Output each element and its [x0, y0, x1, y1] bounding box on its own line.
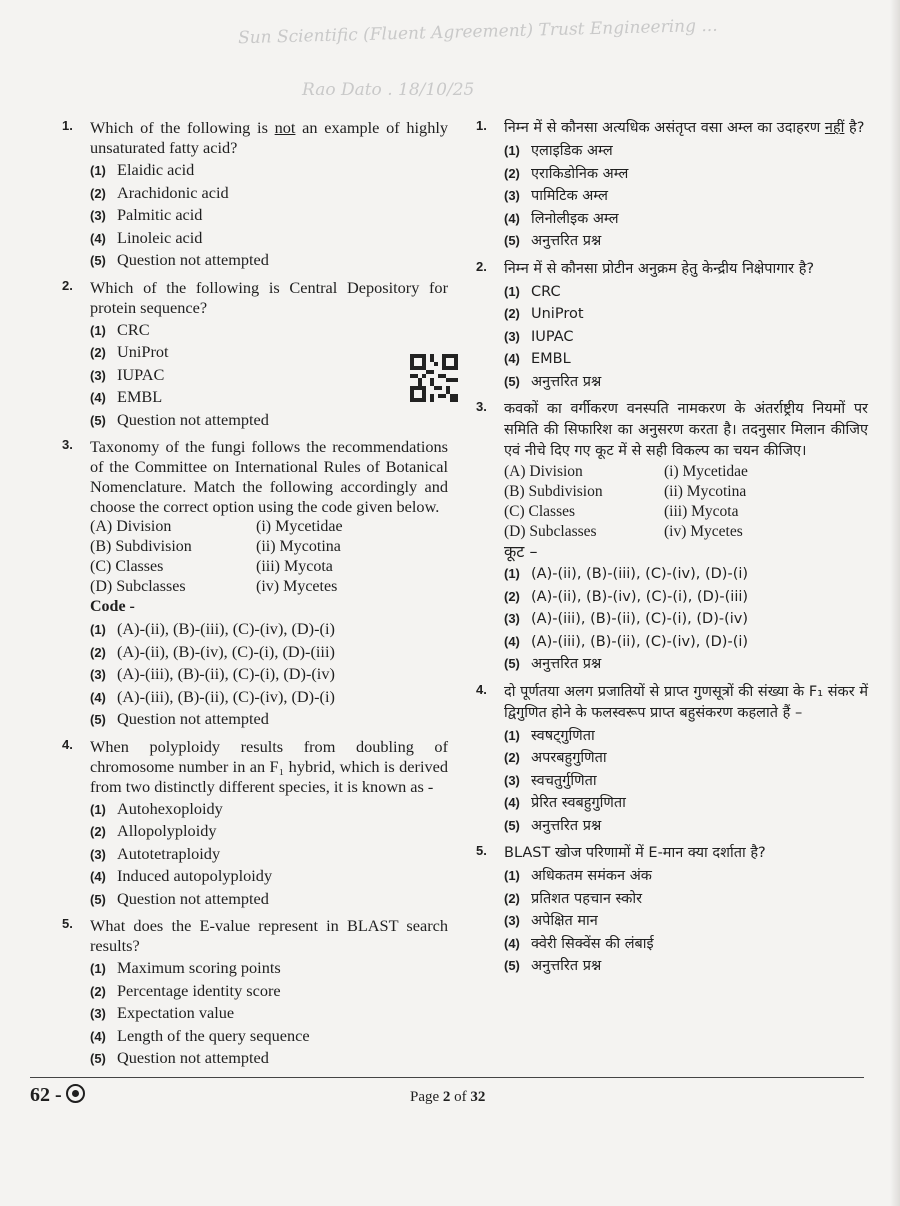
option-list — [504, 865, 868, 978]
option-list — [90, 159, 448, 272]
question-number: 2. — [476, 258, 487, 274]
option: (4) Induced autopolyploidy — [90, 866, 273, 885]
option: (4) प्रेरित स्वबहुगुणिता — [504, 795, 626, 811]
question-3-hi — [476, 399, 868, 676]
option: (2) (A)-(ii), (B)-(iv), (C)-(i), (D)-(iii) — [504, 588, 749, 605]
option: (5) अनुत्तरित प्रश्न — [504, 373, 602, 390]
question-text: दो पूर्णतया अलग प्रजातियों से प्राप्त गुणसूत्रों की संख्या के F₁ संकर में द्विगुणित होने के फलस्वरूप प्राप्त बहुसंकरण कहलाते हैं – — [504, 683, 868, 721]
option-list — [504, 140, 868, 253]
question-number: 5. — [62, 916, 73, 931]
option: (1) (A)-(ii), (B)-(iii), (C)-(iv), (D)-(i) — [90, 619, 335, 638]
option: (2) Allopolyploidy — [90, 821, 217, 840]
option: (1) CRC — [504, 283, 561, 300]
question-text: When polyploidy results from doubling of chromosome number in an F₁ hybrid, which is derived from two distinctly different species, it is known as - — [90, 736, 448, 796]
option: (2) प्रतिशत पहचान स्कोर — [504, 890, 643, 907]
option: (5) अनुत्तरित प्रश्न — [504, 958, 602, 974]
option: (1) स्वषट्गुणिता — [504, 727, 595, 744]
paper-code: 62 - — [30, 1084, 85, 1107]
question-number: 4. — [476, 681, 487, 697]
bullseye-icon — [66, 1084, 85, 1103]
question-number: 1. — [62, 118, 73, 133]
option: (2) UniProt — [90, 342, 169, 361]
option: (3) Palmitic acid — [90, 205, 203, 224]
question-text: BLAST खोज परिणामों में E-मान क्या दर्शाता है? — [504, 845, 766, 861]
option: (5) अनुत्तरित प्रश्न — [504, 817, 602, 834]
question-number: 1. — [476, 118, 487, 133]
option: (3) अपेक्षित मान — [504, 913, 598, 929]
question-text: निम्न में से कौनसा प्रोटीन अनुक्रम हेतु केन्द्रीय निक्षेपागार है? — [504, 260, 815, 277]
question-text: कवकों का वर्गीकरण वनस्पति नामकरण के अंतर्राष्ट्रीय नियमों पर समिति की सिफारिश का अनुसरण करता है। तदनुसार मिलान कीजिए एवं नीचे दिए गए कूट में से सही विकल्प का चयन कीजिए। — [504, 401, 868, 459]
option: (3) स्वचतुर्गुणिता — [504, 772, 597, 789]
question-1-en — [62, 118, 448, 272]
question-text: Which of the following is Central Depository for protein sequence? — [90, 277, 448, 317]
question-2-hi — [476, 259, 868, 394]
option: (2) UniProt — [504, 306, 584, 322]
question-5-en — [62, 916, 448, 1070]
page-indicator: Page 2 of 32 — [410, 1089, 486, 1105]
option: (5) Question not attempted — [90, 709, 269, 728]
option: (1) Autohexoploidy — [90, 798, 223, 818]
option: (2) Percentage identity score — [90, 980, 281, 1000]
option: (1) अधिकतम समंकन अंक — [504, 868, 652, 884]
match-table: (A) Division (i) Mycetidae (B) Subdivision (ii) Mycotina (C) Classes (iii) Mycota (D) Subclasses (iv) Mycetes — [504, 463, 748, 540]
option-list — [504, 281, 868, 394]
option: (1) (A)-(ii), (B)-(iii), (C)-(iv), (D)-(i) — [504, 566, 749, 582]
option: (4) लिनोलीइक अम्ल — [504, 210, 619, 227]
hindi-column — [476, 118, 868, 984]
option-list — [90, 798, 448, 911]
option: (4) (A)-(iii), (B)-(ii), (C)-(iv), (D)-(i) — [90, 686, 335, 706]
option: (5) अनुत्तरित प्रश्न — [504, 656, 602, 672]
option: (3) IUPAC — [504, 328, 574, 345]
option: (4) EMBL — [90, 387, 163, 406]
option: (5) Question not attempted — [90, 1048, 269, 1067]
page-edge-shadow — [890, 0, 900, 1206]
option: (4) Length of the query sequence — [90, 1025, 310, 1045]
match-table: (A) Division (i) Mycetidae (B) Subdivision (ii) Mycotina (C) Classes (iii) Mycota (D) Subclasses (iv) Mycetes — [90, 518, 343, 595]
question-number: 2. — [62, 277, 73, 293]
option: (4) Linoleic acid — [90, 227, 203, 247]
question-1-hi — [476, 118, 868, 253]
option: (2) एराकिडोनिक अम्ल — [504, 165, 629, 182]
english-column — [62, 118, 448, 1076]
option: (4) (A)-(iii), (B)-(ii), (C)-(iv), (D)-(i) — [504, 633, 749, 650]
option: (1) CRC — [90, 319, 150, 339]
option: (3) Expectation value — [90, 1003, 235, 1022]
code-label: Code - — [90, 598, 135, 615]
option: (2) अपरबहुगुणिता — [504, 750, 607, 766]
option: (5) अनुत्तरित प्रश्न — [504, 233, 602, 249]
option: (1) Maximum scoring points — [90, 958, 281, 977]
question-4-hi — [476, 682, 868, 838]
option: (1) Elaidic acid — [90, 160, 195, 179]
handwritten-note-line-2: Rao Dato . 18/10/25 — [302, 80, 475, 100]
option-list — [90, 618, 448, 731]
qr-code-icon — [410, 354, 458, 402]
option: (4) क्वेरी सिक्वेंस की लंबाई — [504, 935, 654, 952]
option: (5) Question not attempted — [90, 888, 269, 908]
question-number: 3. — [476, 399, 487, 414]
footer-divider — [30, 1077, 864, 1078]
question-text: निम्न में से कौनसा अत्यधिक असंतृप्त वसा अम्ल का उदाहरण नहीं है? — [504, 120, 865, 136]
question-text: What does the E-value represent in BLAST search results? — [90, 916, 448, 955]
option: (4) EMBL — [504, 351, 571, 367]
option: (5) Question not attempted — [90, 250, 269, 269]
handwritten-note-line-1: Sun Scientific (Fluent Agreement) Trust Engineering ... — [237, 15, 718, 49]
option: (3) (A)-(iii), (B)-(ii), (C)-(i), (D)-(iv) — [90, 664, 335, 683]
question-number: 4. — [62, 736, 73, 752]
option: (2) Arachidonic acid — [90, 182, 229, 202]
option-list — [504, 563, 868, 676]
question-text: Which of the following is not an example of highly unsaturated fatty acid? — [90, 118, 449, 157]
option: (3) IUPAC — [90, 364, 165, 384]
option: (3) (A)-(iii), (B)-(ii), (C)-(i), (D)-(iv) — [504, 611, 749, 627]
option-list — [90, 957, 448, 1070]
code-label: कूट – — [504, 542, 538, 561]
question-4-en — [62, 737, 448, 911]
question-text: Taxonomy of the fungi follows the recommendations of the Committee on International Rules of Botanical Nomenclature. Match the following accordingly and choose the correct option using the code given below. — [90, 437, 448, 516]
question-5-hi — [476, 843, 868, 978]
question-number: 3. — [62, 437, 73, 452]
question-number: 5. — [476, 843, 487, 858]
option: (3) Autotetraploidy — [90, 843, 221, 863]
question-3-en — [62, 437, 448, 731]
option: (2) (A)-(ii), (B)-(iv), (C)-(i), (D)-(iii) — [90, 641, 335, 661]
option: (3) पामिटिक अम्ल — [504, 188, 608, 204]
option-list — [90, 319, 448, 432]
question-2-en — [62, 278, 448, 432]
option-list — [504, 725, 868, 838]
option: (1) एलाइडिक अम्ल — [504, 143, 613, 159]
option: (5) Question not attempted — [90, 409, 269, 429]
